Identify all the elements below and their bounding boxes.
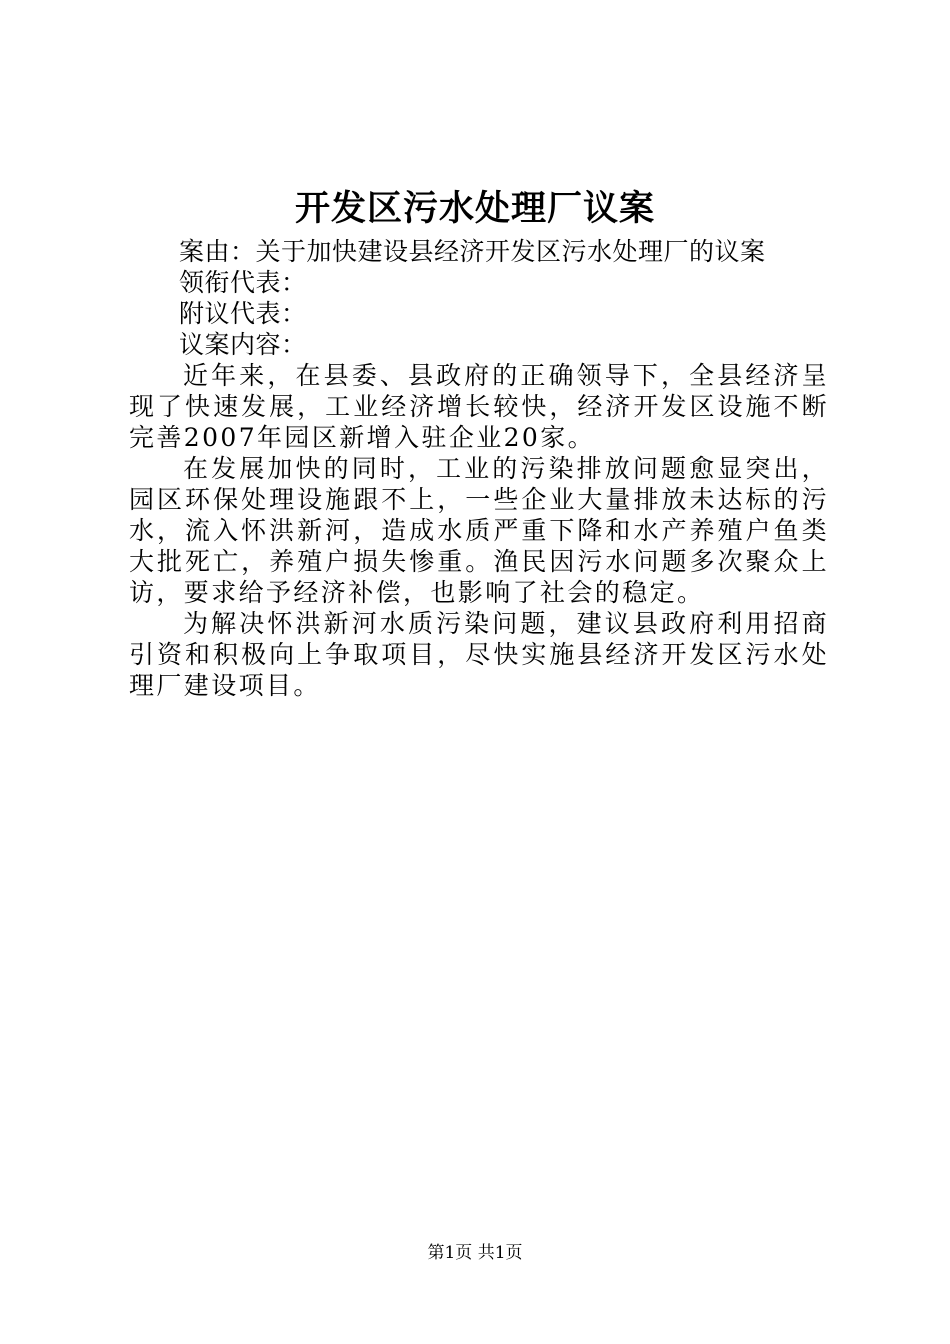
paragraph-3: 为解决怀洪新河水质污染问题，建议县政府利用招商引资和积极向上争取项目，尽快实施县经济开发区污水处理厂建设项目。 xyxy=(129,609,829,700)
reason-line: 案由：关于加快建设县经济开发区污水处理厂的议案 xyxy=(179,237,766,266)
co-representative-line: 附议代表： xyxy=(179,299,307,328)
document-body xyxy=(129,236,829,701)
lead-representative-line: 领衔代表： xyxy=(179,268,307,297)
content-label-line: 议案内容： xyxy=(179,330,307,359)
document-title: 开发区污水处理厂议案 xyxy=(294,188,655,229)
paragraph-1: 近年来，在县委、县政府的正确领导下，全县经济呈现了快速发展，工业经济增长较快，经济开发区设施不断完善2007年园区新增入驻企业20家。 xyxy=(129,361,829,452)
page-footer: 第1页 共1页 xyxy=(427,1243,523,1263)
paragraph-2: 在发展加快的同时，工业的污染排放问题愈显突出，园区环保处理设施跟不上，一些企业大量排放未达标的污水，流入怀洪新河，造成水质严重下降和水产养殖户鱼类大批死亡，养殖户损失惨重。渔民因污水问题多次聚众上访，要求给予经济补偿，也影响了社会的稳定。 xyxy=(129,454,829,607)
